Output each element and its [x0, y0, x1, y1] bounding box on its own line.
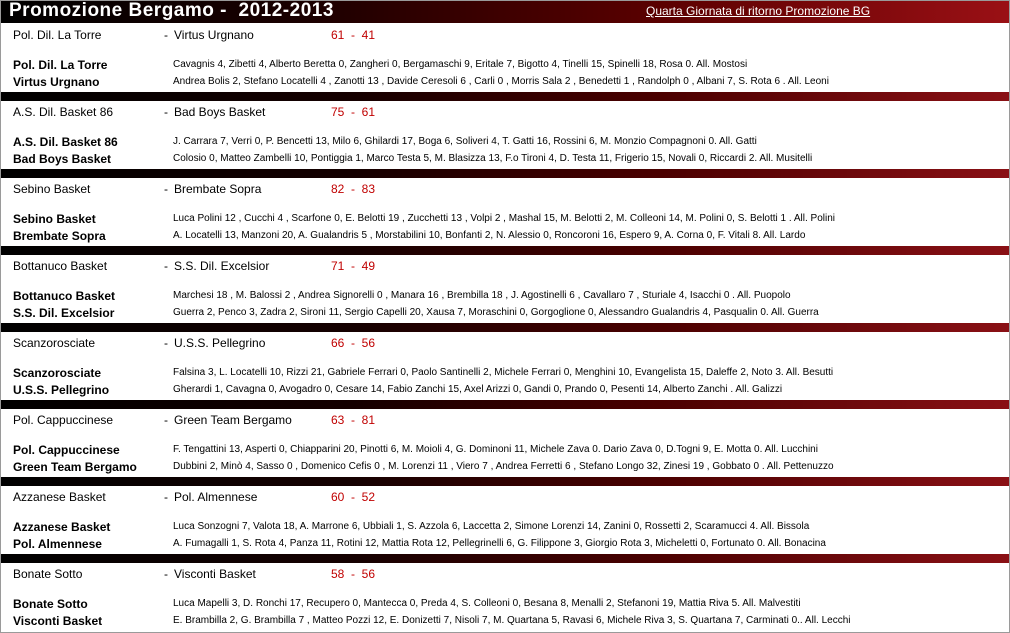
separator-bar: [1, 554, 1009, 563]
separator-bar: [1, 323, 1009, 332]
away-team-name: U.S.S. Pellegrino: [13, 383, 110, 397]
home-roster-row: [1, 520, 1009, 537]
game-block: [1, 486, 1009, 563]
match-dash: -: [164, 259, 168, 273]
match-home-team: Sebino Basket: [13, 182, 91, 196]
match-dash: -: [164, 182, 168, 196]
match-dash: -: [164, 567, 168, 581]
home-roster-row: [1, 212, 1009, 229]
game-block: [1, 332, 1009, 409]
home-team-name: Scanzorosciate: [13, 366, 102, 380]
home-roster-row: [1, 135, 1009, 152]
match-line: [1, 409, 1009, 427]
match-line: [1, 24, 1009, 42]
match-away-team: Virtus Urgnano: [174, 28, 254, 42]
away-roster-row: [1, 306, 1009, 323]
away-players: Andrea Bolis 2, Stefano Locatelli 4 , Zanotti 13 , Davide Ceresoli 6 , Carli 0 , Morris Sala 2 , Benedetti 1 , Randolph 0 , Albani 7, S. Rota 6 . All. Leoni: [173, 76, 829, 87]
match-score: 63 - 81: [331, 413, 376, 427]
away-players: A. Locatelli 13, Manzoni 20, A. Gualandris 5 , Morstabilini 10, Bonfanti 2, N. Alessio 0, Roncoroni 16, Espero 9, A. Corna 0, F. Vitali 8. All. Lardo: [173, 230, 806, 241]
home-team-name: Pol. Dil. La Torre: [13, 58, 108, 72]
game-block: [1, 24, 1009, 101]
away-roster-row: [1, 383, 1009, 400]
match-away-team: Visconti Basket: [174, 567, 256, 581]
home-players: Cavagnis 4, Zibetti 4, Alberto Beretta 0, Zangheri 0, Bergamaschi 9, Eritale 7, Bigotto 4, Tinelli 15, Spinelli 18, Rosa 0. All. Mostosi: [173, 59, 748, 70]
match-home-team: Pol. Cappuccinese: [13, 413, 114, 427]
game-block: [1, 409, 1009, 486]
match-score: 82 - 83: [331, 182, 376, 196]
match-away-team: S.S. Dil. Excelsior: [174, 259, 270, 273]
home-players: Falsina 3, L. Locatelli 10, Rizzi 21, Gabriele Ferrari 0, Paolo Santinelli 2, Michele Ferrari 0, Menghini 10, Evangelista 15, Daleffe 2, Noto 3. All. Besutti: [173, 367, 834, 378]
separator-bar: [1, 477, 1009, 486]
home-roster-row: [1, 597, 1009, 614]
match-dash: -: [164, 490, 168, 504]
away-players: E. Brambilla 2, G. Brambilla 7 , Matteo Pozzi 12, E. Donizetti 7, Nisoli 7, M. Quartana 5, Ravasi 6, Michele Riva 3, S. Quartana 7, Carminati 0.. All. Lecchi: [173, 615, 851, 626]
match-score: 66 - 56: [331, 336, 376, 350]
away-players: Colosio 0, Matteo Zambelli 10, Pontiggia 1, Marco Testa 5, M. Blasizza 13, F.o Tironi 4, D. Testa 11, Frigerio 15, Novali 0, Riccardi 2. All. Musitelli: [173, 153, 813, 164]
away-roster-row: [1, 537, 1009, 554]
away-roster-row: [1, 75, 1009, 92]
away-roster-row: [1, 460, 1009, 477]
home-players: Luca Mapelli 3, D. Ronchi 17, Recupero 0, Mantecca 0, Preda 4, S. Colleoni 0, Besana 8, Menalli 2, Stefanoni 19, Mattia Riva 5. All. Malvestiti: [173, 598, 801, 609]
page-header: [1, 1, 1009, 23]
round-link[interactable]: Quarta Giornata di ritorno Promozione BG: [646, 4, 871, 18]
away-team-name: S.S. Dil. Excelsior: [13, 306, 115, 320]
match-away-team: Green Team Bergamo: [174, 413, 292, 427]
separator-bar: [1, 92, 1009, 101]
match-line: [1, 178, 1009, 196]
game-block: [1, 255, 1009, 332]
home-roster-row: [1, 58, 1009, 75]
separator-bar: [1, 246, 1009, 255]
home-team-name: A.S. Dil. Basket 86: [13, 135, 118, 149]
match-dash: -: [164, 105, 168, 119]
page-title: Promozione Bergamo - 2012-2013: [9, 0, 334, 21]
away-roster-row: [1, 614, 1009, 631]
match-dash: -: [164, 336, 168, 350]
match-line: [1, 563, 1009, 581]
away-team-name: Visconti Basket: [13, 614, 103, 628]
home-team-name: Pol. Cappuccinese: [13, 443, 120, 457]
match-dash: -: [164, 413, 168, 427]
match-dash: -: [164, 28, 168, 42]
away-players: Gherardi 1, Cavagna 0, Avogadro 0, Cesare 14, Fabio Zanchi 15, Axel Arizzi 0, Gandi 0, Prando 0, Pesenti 14, Alberto Zanchi . All. Galizzi: [173, 384, 783, 395]
match-home-team: Bottanuco Basket: [13, 259, 108, 273]
match-home-team: A.S. Dil. Basket 86: [13, 105, 114, 119]
match-score: 71 - 49: [331, 259, 376, 273]
home-players: Marchesi 18 , M. Balossi 2 , Andrea Signorelli 0 , Manara 16 , Brembilla 18 , J. Agostinelli 6 , Cavallaro 7 , Sturiale 4, Isacchi 0 . All. Puopolo: [173, 290, 791, 301]
home-players: F. Tengattini 13, Asperti 0, Chiapparini 20, Pinotti 6, M. Moioli 4, G. Dominoni 11, Michele Zava 0. Dario Zava 0, D.Togni 9, E. Motta 0. All. Lucchini: [173, 444, 818, 455]
away-team-name: Bad Boys Basket: [13, 152, 112, 166]
match-line: [1, 101, 1009, 119]
away-roster-row: [1, 229, 1009, 246]
match-score: 58 - 56: [331, 567, 376, 581]
match-score: 60 - 52: [331, 490, 376, 504]
home-players: Luca Sonzogni 7, Valota 18, A. Marrone 6, Ubbiali 1, S. Azzola 6, Laccetta 2, Simone Lorenzi 14, Zanini 0, Rossetti 2, Scaramucci 4. All. Bissola: [173, 521, 810, 532]
away-team-name: Pol. Almennese: [13, 537, 102, 551]
home-players: J. Carrara 7, Verri 0, P. Bencetti 13, Milo 6, Ghilardi 17, Boga 6, Soliveri 4, T. Gatti 16, Rossini 6, M. Monzio Compagnoni 0. All. Gatti: [173, 136, 757, 147]
home-roster-row: [1, 443, 1009, 460]
game-block: [1, 101, 1009, 178]
away-players: Dubbini 2, Minò 4, Sasso 0 , Domenico Cefis 0 , M. Lorenzi 11 , Viero 7 , Andrea Ferretti 6 , Stefano Longo 32, Zinesi 19 , Gobbato 0 . All. Pettenuzzo: [173, 461, 834, 472]
match-line: [1, 332, 1009, 350]
away-roster-row: [1, 152, 1009, 169]
away-team-name: Brembate Sopra: [13, 229, 106, 243]
home-team-name: Sebino Basket: [13, 212, 96, 226]
match-score: 75 - 61: [331, 105, 376, 119]
home-team-name: Azzanese Basket: [13, 520, 111, 534]
away-players: A. Fumagalli 1, S. Rota 4, Panza 11, Rotini 12, Mattia Rota 12, Pellegrinelli 6, G. Filippone 3, Giorgio Rota 3, Micheletti 0, Fortunato 0. All. Bonacina: [173, 538, 826, 549]
away-players: Guerra 2, Penco 3, Zadra 2, Sironi 11, Sergio Capelli 20, Xausa 7, Moraschini 0, Gorgoglione 0, Alessandro Gualandris 4, Pasqualin 0. All. Guerra: [173, 307, 819, 318]
home-players: Luca Polini 12 , Cucchi 4 , Scarfone 0, E. Belotti 19 , Zucchetti 13 , Volpi 2 , Mashal 15, M. Belotti 2, M. Colleoni 14, M. Polini 0, S. Belotti 1 . All. Polini: [173, 213, 836, 224]
game-block: [1, 178, 1009, 255]
separator-bar: [1, 169, 1009, 178]
match-score: 61 - 41: [331, 28, 376, 42]
match-home-team: Bonate Sotto: [13, 567, 83, 581]
home-team-name: Bottanuco Basket: [13, 289, 116, 303]
match-home-team: Azzanese Basket: [13, 490, 106, 504]
match-line: [1, 486, 1009, 504]
away-team-name: Virtus Urgnano: [13, 75, 100, 89]
separator-bar: [1, 400, 1009, 409]
match-home-team: Scanzorosciate: [13, 336, 96, 350]
home-team-name: Bonate Sotto: [13, 597, 88, 611]
match-away-team: Pol. Almennese: [174, 490, 258, 504]
away-team-name: Green Team Bergamo: [13, 460, 137, 474]
match-away-team: U.S.S. Pellegrino: [174, 336, 266, 350]
home-roster-row: [1, 289, 1009, 306]
match-home-team: Pol. Dil. La Torre: [13, 28, 102, 42]
match-away-team: Bad Boys Basket: [174, 105, 266, 119]
game-block: [1, 563, 1009, 633]
match-away-team: Brembate Sopra: [174, 182, 262, 196]
match-line: [1, 255, 1009, 273]
home-roster-row: [1, 366, 1009, 383]
